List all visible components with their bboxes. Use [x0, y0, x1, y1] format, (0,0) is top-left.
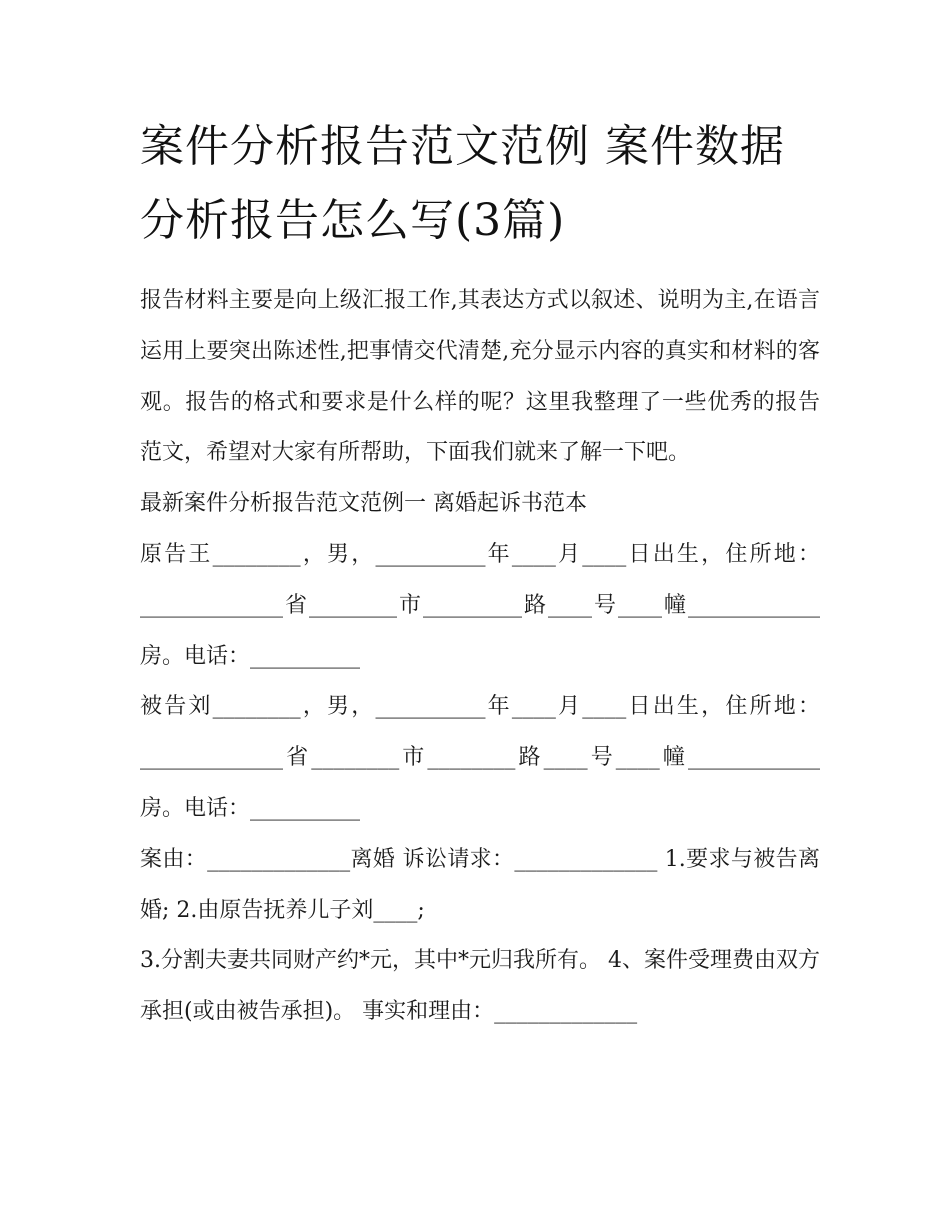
plaintiff-paragraph: 原告王________，男，__________年____月____日出生，住所地：_____________省________市_________路____号____幢____________房。电话：__________ — [140, 541, 820, 669]
intro-paragraph: 报告材料主要是向上级汇报工作,其表达方式以叙述、说明为主,在语言运用上要突出陈述性,把事情交代清楚,充分显示内容的真实和材料的客观。报告的格式和要求是什么样的呢？这里我整理了一些优秀的报告范文，希望对大家有所帮助，下面我们就来了解一下吧。 — [140, 288, 820, 466]
defendant-paragraph: 被告刘________，男，__________年____月____日出生，住所地：_____________省________市________路____号____幢____________房。电话：__________ — [140, 694, 820, 821]
document-body — [140, 276, 820, 1038]
cause-paragraph: 案由：_____________离婚 诉讼请求：_____________ 1.要求与被告离婚; 2.由原告抚养儿子刘____; — [140, 846, 820, 923]
section-heading: 最新案件分析报告范文范例一 离婚起诉书范本 — [140, 491, 587, 517]
claims-paragraph: 3.分割夫妻共同财产约*元，其中*元归我所有。 4、案件受理费由双方承担(或由被告承担)。 事实和理由：_____________ — [140, 948, 820, 1025]
document-title: 案件分析报告范文范例 案件数据分析报告怎么写(3篇) — [140, 121, 785, 246]
